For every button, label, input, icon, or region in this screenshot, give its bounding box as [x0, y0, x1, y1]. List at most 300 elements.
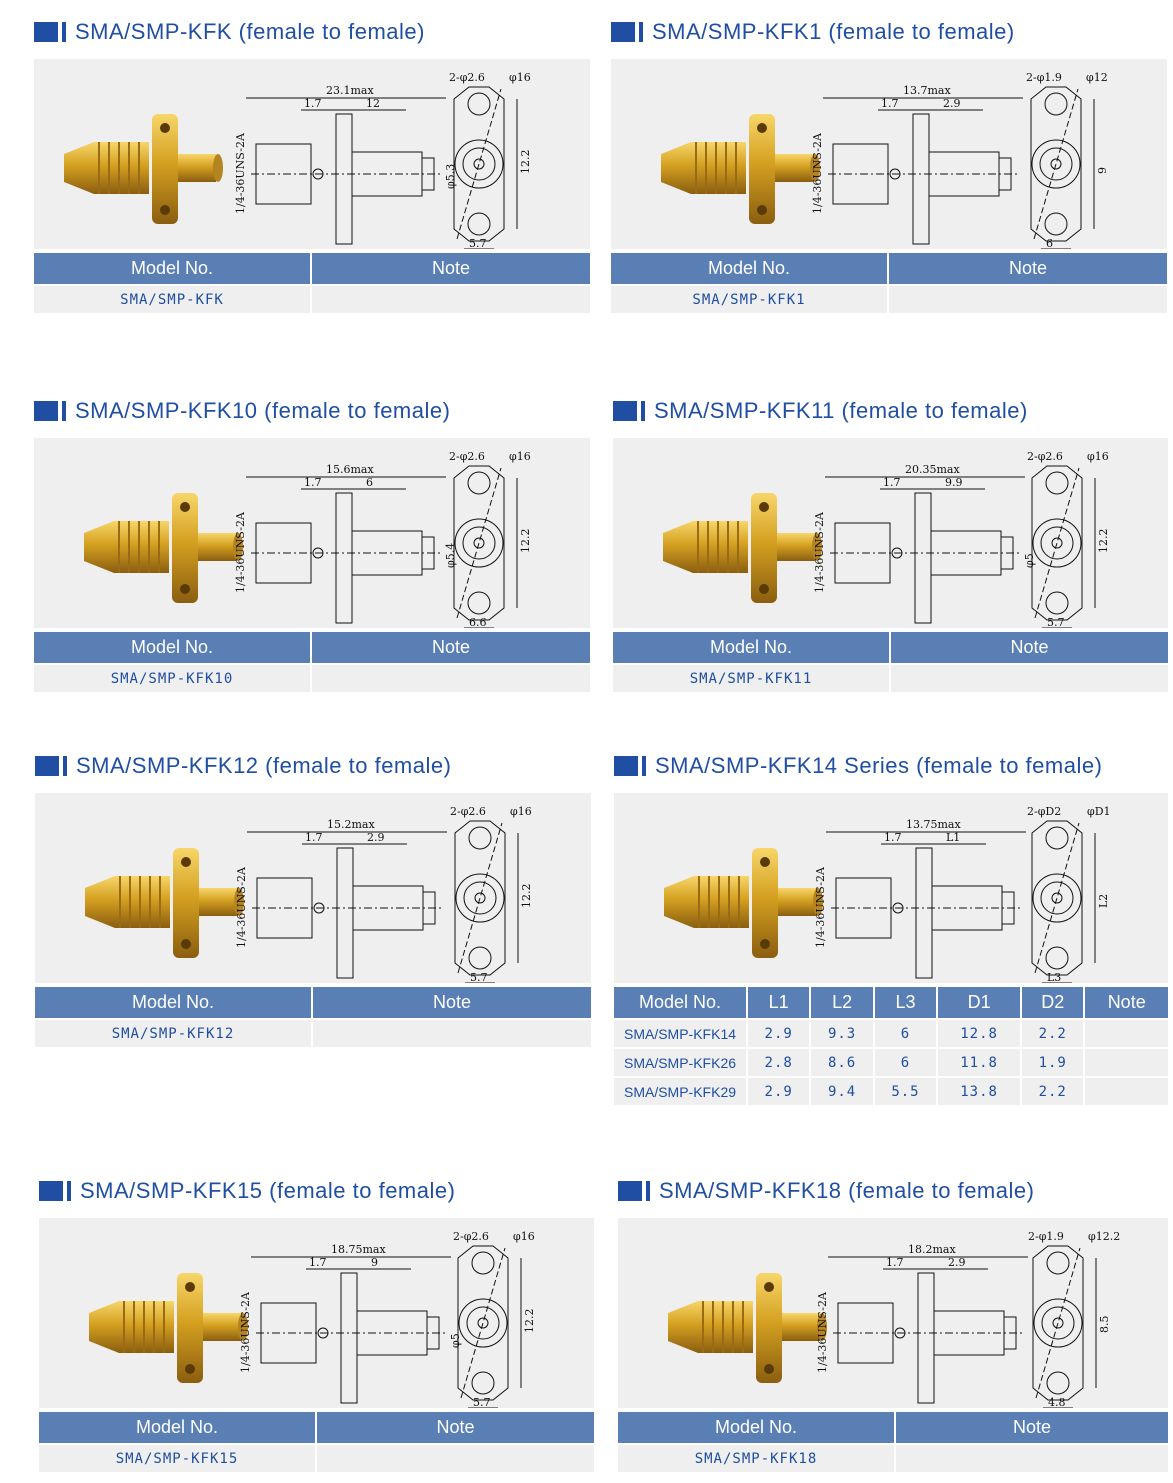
front-view: [1028, 1230, 1120, 1408]
mount-hole: [1047, 1252, 1069, 1274]
model-cell: SMA/SMP-KFK29: [614, 1076, 746, 1105]
dim-length: 18.75max: [331, 1243, 386, 1256]
connector-photo: [89, 1273, 248, 1383]
d1-cell: 11.8: [938, 1047, 1020, 1076]
smp-shaft: [782, 1313, 820, 1341]
dim-width: 6: [1046, 237, 1053, 249]
product-title: [614, 751, 1102, 781]
dim-holes: 2-φ1.9: [1026, 71, 1062, 84]
body-circle: [455, 140, 503, 188]
d2-cell: 1.9: [1022, 1047, 1083, 1076]
model-no-header: Model No.: [34, 253, 310, 284]
model-no-header: Model No.: [618, 1412, 894, 1443]
product-drawing-panel: [35, 793, 591, 983]
dim-flange: φD1: [1087, 805, 1111, 818]
body-circle-inner: [1042, 1307, 1074, 1339]
dim-shaft: φ5: [1023, 553, 1036, 568]
dim-b: 2.9: [948, 1256, 966, 1269]
dim-height: 12.2: [1097, 528, 1110, 553]
product-drawing-panel: [618, 1218, 1168, 1408]
spec-table: [32, 632, 592, 692]
spec-table: [32, 253, 592, 313]
product-title-text: SMA/SMP-KFK14 Series (female to female): [655, 753, 1103, 778]
connector-photo: [668, 1273, 827, 1383]
dim-b: 6: [366, 476, 373, 489]
product-title-text: SMA/SMP-KFK15 (female to female): [80, 1178, 456, 1203]
flange-hole: [160, 123, 170, 133]
body-circle-inner: [463, 148, 495, 180]
connector-drawing: [35, 793, 591, 983]
title-bar-icon: [62, 401, 66, 421]
diagonal-line: [457, 89, 501, 239]
dim-b: L1: [946, 831, 961, 844]
dim-a: 1.7: [881, 97, 899, 110]
side-view: [814, 818, 1026, 978]
front-view: [1027, 450, 1110, 628]
product-title-text: SMA/SMP-KFK10 (female to female): [75, 398, 451, 423]
smp-shaft: [775, 154, 813, 182]
model-no-header: Model No.: [34, 632, 310, 663]
body-circle-inner: [1040, 148, 1072, 180]
flange-outline: [336, 114, 352, 244]
flange-hole: [185, 1364, 195, 1374]
dim-holes: 2-φ2.6: [449, 71, 485, 84]
flange-outline: [916, 848, 932, 978]
body-circle: [1032, 140, 1080, 188]
note-cell: [889, 284, 1167, 313]
product-drawing-panel: [611, 59, 1167, 249]
model-cell: SMA/SMP-KFK: [34, 284, 310, 313]
flange-hole: [760, 939, 770, 949]
product-title-text: SMA/SMP-KFK11 (female to female): [654, 398, 1028, 423]
d1-cell: 13.8: [938, 1076, 1020, 1105]
dim-a: 1.7: [304, 97, 322, 110]
flange-outline: [913, 114, 929, 244]
flange-outline: [337, 848, 353, 978]
dim-thread: 1/4-36UNS-2A: [235, 867, 248, 948]
l1-cell: 2.8: [748, 1047, 809, 1076]
model-cell: SMA/SMP-KFK15: [39, 1443, 315, 1472]
spec-table: [611, 632, 1170, 692]
model-no-header: Model No.: [611, 253, 887, 284]
table-row: [34, 284, 590, 313]
spec-table: [37, 1412, 596, 1472]
flange-outline: [918, 1273, 934, 1403]
side-view: [234, 463, 457, 623]
dim-thread: 1/4-36UNS-2A: [239, 1292, 252, 1373]
body-circle: [459, 1299, 507, 1347]
product-drawing-panel: [34, 438, 590, 628]
side-view: [813, 463, 1036, 623]
note-header: Note: [317, 1412, 594, 1443]
dim-width: L3: [1047, 971, 1062, 983]
table-row: [39, 1443, 594, 1472]
side-view: [811, 84, 1023, 244]
table-row: [618, 1443, 1168, 1472]
dim-holes: 2-φ2.6: [453, 1230, 489, 1243]
flange-hole: [764, 1282, 774, 1292]
product-drawing-panel: [614, 793, 1168, 983]
diagonal-line: [461, 1248, 505, 1398]
model-cell: SMA/SMP-KFK26: [614, 1047, 746, 1076]
flange-hole: [760, 857, 770, 867]
pin-circle: [1052, 893, 1062, 903]
smp-shaft: [198, 533, 236, 561]
model-cell: SMA/SMP-KFK12: [35, 1018, 311, 1047]
dim-width: 5.7: [1047, 616, 1065, 628]
dim-a: 1.7: [886, 1256, 904, 1269]
connector-body: [89, 1301, 174, 1353]
product-title: [618, 1176, 1034, 1206]
dim-a: 1.7: [883, 476, 901, 489]
product-drawing-panel: [34, 59, 590, 249]
dim-flange: φ16: [509, 450, 531, 463]
dim-height: L2: [1097, 893, 1110, 908]
col-model-no: Model No.: [614, 987, 746, 1018]
dim-b: 9: [371, 1256, 378, 1269]
l1-cell: 2.9: [748, 1076, 809, 1105]
dim-thread: 1/4-36UNS-2A: [811, 133, 824, 214]
front-view: [1026, 71, 1109, 249]
dim-length: 13.7max: [903, 84, 951, 97]
note-cell: [1085, 1018, 1168, 1047]
pin-circle: [474, 159, 484, 169]
mount-hole: [1047, 1372, 1069, 1394]
note-cell: [891, 663, 1168, 692]
spec-table: [33, 987, 593, 1047]
table-row: [614, 1047, 1168, 1076]
connector-photo: [664, 848, 823, 958]
table-row: [35, 1018, 591, 1047]
connector-body: [85, 876, 170, 928]
body-circle: [1033, 519, 1081, 567]
dim-width: 5.7: [473, 1396, 491, 1408]
l2-cell: 8.6: [811, 1047, 872, 1076]
body-circle-inner: [467, 1307, 499, 1339]
title-square-icon: [618, 1181, 642, 1201]
flange-outline: [915, 493, 931, 623]
flange-outline: [336, 493, 352, 623]
dim-height: 12.2: [520, 883, 533, 908]
dim-a: 1.7: [309, 1256, 327, 1269]
dim-b: 2.9: [943, 97, 961, 110]
flange-outline: [341, 1273, 357, 1403]
body-circle-inner: [1041, 882, 1073, 914]
dim-b: 9.9: [945, 476, 963, 489]
title-square-icon: [613, 401, 637, 421]
connector-photo: [663, 493, 822, 603]
front-view: [453, 1230, 536, 1408]
dim-a: 1.7: [884, 831, 902, 844]
connector-photo: [661, 114, 820, 224]
product-title: [34, 17, 425, 47]
product-drawing-panel: [613, 438, 1168, 628]
connector-body: [664, 876, 749, 928]
dim-length: 15.2max: [327, 818, 375, 831]
mount-hole: [469, 827, 491, 849]
flange-hole: [160, 205, 170, 215]
product-title: [34, 396, 450, 426]
mount-hole: [468, 213, 490, 235]
dim-length: 13.75max: [906, 818, 961, 831]
mount-hole: [469, 947, 491, 969]
dim-thread: 1/4-36UNS-2A: [234, 512, 247, 593]
diagonal-line: [1034, 89, 1078, 239]
connector-drawing: [618, 1218, 1168, 1408]
body-circle: [1033, 874, 1081, 922]
connector-body: [663, 521, 748, 573]
title-square-icon: [39, 1181, 63, 1201]
model-no-header: Model No.: [39, 1412, 315, 1443]
mount-hole: [1045, 213, 1067, 235]
connector-drawing: [614, 793, 1168, 983]
dim-flange: φ16: [1087, 450, 1109, 463]
mount-hole: [1046, 472, 1068, 494]
front-view: [449, 71, 532, 249]
note-cell: [1085, 1047, 1168, 1076]
col-note: Note: [1085, 987, 1168, 1018]
mount-hole: [468, 592, 490, 614]
title-square-icon: [34, 401, 58, 421]
mount-hole: [472, 1372, 494, 1394]
flange-front: [455, 821, 505, 975]
side-view: [239, 1243, 462, 1403]
smp-shaft: [778, 888, 816, 916]
spec-table: [616, 1412, 1170, 1472]
front-view: [449, 450, 532, 628]
table-row: [614, 1076, 1168, 1105]
flange-front: [458, 1246, 508, 1400]
note-header: Note: [891, 632, 1168, 663]
product-title: [613, 396, 1028, 426]
body-circle: [1034, 1299, 1082, 1347]
note-cell: [1085, 1076, 1168, 1105]
model-cell: SMA/SMP-KFK11: [613, 663, 889, 692]
dim-thread: 1/4-36UNS-2A: [816, 1292, 829, 1373]
smp-shaft: [199, 888, 237, 916]
note-header: Note: [889, 253, 1167, 284]
table-row: [613, 663, 1168, 692]
note-header: Note: [896, 1412, 1168, 1443]
body-circle-inner: [463, 527, 495, 559]
title-square-icon: [35, 756, 59, 776]
note-header: Note: [313, 987, 591, 1018]
pin-circle: [1053, 1318, 1063, 1328]
dim-a: 1.7: [304, 476, 322, 489]
dim-length: 15.6max: [326, 463, 374, 476]
table-row: [611, 284, 1167, 313]
smp-shaft: [178, 154, 216, 182]
title-bar-icon: [639, 22, 643, 42]
dim-length: 18.2max: [908, 1243, 956, 1256]
product-title-text: SMA/SMP-KFK1 (female to female): [652, 19, 1015, 44]
d2-cell: 2.2: [1022, 1076, 1083, 1105]
side-view: [235, 818, 447, 978]
l3-cell: 5.5: [875, 1076, 936, 1105]
product-title: [35, 751, 451, 781]
dim-height: 12.2: [519, 149, 532, 174]
title-bar-icon: [642, 756, 646, 776]
l2-cell: 9.3: [811, 1018, 872, 1047]
title-bar-icon: [646, 1181, 650, 1201]
mount-hole: [1046, 827, 1068, 849]
dim-holes: 2-φ1.9: [1028, 1230, 1064, 1243]
flange-front: [1032, 466, 1082, 620]
dim-length: 20.35max: [905, 463, 960, 476]
mount-hole: [468, 472, 490, 494]
l3-cell: 6: [875, 1018, 936, 1047]
front-view: [450, 805, 533, 983]
d2-cell: 2.2: [1022, 1018, 1083, 1047]
dim-holes: 2-φ2.6: [449, 450, 485, 463]
diagonal-line: [1035, 823, 1079, 973]
model-cell: SMA/SMP-KFK10: [34, 663, 310, 692]
dim-width: 6.6: [469, 616, 487, 628]
flange-hole: [180, 502, 190, 512]
dim-shaft: φ5.4: [444, 542, 457, 568]
connector-drawing: [34, 438, 590, 628]
series-spec-table: [612, 987, 1170, 1105]
smp-shaft: [203, 1313, 241, 1341]
l2-cell: 9.4: [811, 1076, 872, 1105]
dim-width: 5.7: [469, 237, 487, 249]
diagonal-line: [458, 823, 502, 973]
connector-drawing: [611, 59, 1167, 249]
col-l1: L1: [748, 987, 809, 1018]
body-circle-inner: [1041, 527, 1073, 559]
title-square-icon: [611, 22, 635, 42]
note-cell: [312, 663, 590, 692]
flange-front: [1031, 87, 1081, 241]
pin-circle: [1051, 159, 1061, 169]
col-d2: D2: [1022, 987, 1083, 1018]
product-title-text: SMA/SMP-KFK (female to female): [75, 19, 425, 44]
model-cell: SMA/SMP-KFK1: [611, 284, 887, 313]
front-view: [1027, 805, 1111, 983]
note-header: Note: [312, 632, 590, 663]
model-cell: SMA/SMP-KFK18: [618, 1443, 894, 1472]
flange-front: [454, 87, 504, 241]
mount-hole: [468, 93, 490, 115]
dim-b: 2.9: [367, 831, 385, 844]
body-circle: [455, 519, 503, 567]
body-circle: [456, 874, 504, 922]
title-bar-icon: [641, 401, 645, 421]
connector-photo: [84, 493, 243, 603]
flange-hole: [757, 123, 767, 133]
dim-height: 12.2: [523, 1308, 536, 1333]
l3-cell: 6: [875, 1047, 936, 1076]
title-bar-icon: [67, 1181, 71, 1201]
connector-drawing: [39, 1218, 594, 1408]
diagonal-line: [1035, 468, 1079, 618]
product-drawing-panel: [39, 1218, 594, 1408]
dim-flange: φ16: [509, 71, 531, 84]
product-title: [611, 17, 1015, 47]
col-l2: L2: [811, 987, 872, 1018]
l1-cell: 2.9: [748, 1018, 809, 1047]
flange-hole: [759, 502, 769, 512]
dim-thread: 1/4-36UNS-2A: [813, 512, 826, 593]
note-header: Note: [312, 253, 590, 284]
flange-front: [1032, 821, 1082, 975]
side-view: [816, 1243, 1028, 1403]
dim-thread: 1/4-36UNS-2A: [814, 867, 827, 948]
table-row: [34, 663, 590, 692]
col-d1: D1: [938, 987, 1020, 1018]
connector-photo: [64, 114, 223, 224]
dim-flange: φ12.2: [1088, 1230, 1121, 1243]
pin-circle: [1052, 538, 1062, 548]
dim-shaft: φ5.3: [444, 163, 457, 189]
note-cell: [896, 1443, 1168, 1472]
connector-drawing: [613, 438, 1168, 628]
flange-hole: [764, 1364, 774, 1374]
flange-hole: [757, 205, 767, 215]
model-no-header: Model No.: [35, 987, 311, 1018]
dim-length: 23.1max: [326, 84, 374, 97]
connector-body: [64, 142, 149, 194]
diagonal-line: [1036, 1248, 1080, 1398]
mount-hole: [1046, 592, 1068, 614]
flange-hole: [759, 584, 769, 594]
dim-holes: 2-φ2.6: [1027, 450, 1063, 463]
connector-body: [84, 521, 169, 573]
flange-hole: [181, 939, 191, 949]
mount-hole: [1045, 93, 1067, 115]
table-row: [614, 1018, 1168, 1047]
dim-a: 1.7: [305, 831, 323, 844]
dim-holes: 2-φ2.6: [450, 805, 486, 818]
title-bar-icon: [62, 22, 66, 42]
connector-body: [661, 142, 746, 194]
product-title-text: SMA/SMP-KFK18 (female to female): [659, 1178, 1035, 1203]
diagonal-line: [457, 468, 501, 618]
dim-height: 9: [1096, 167, 1109, 174]
flange-hole: [180, 584, 190, 594]
col-l3: L3: [875, 987, 936, 1018]
dim-flange: φ16: [513, 1230, 535, 1243]
mount-hole: [1046, 947, 1068, 969]
connector-body: [668, 1301, 753, 1353]
dim-height: 8.5: [1098, 1315, 1111, 1333]
side-view: [234, 84, 457, 244]
smp-tip: [213, 154, 223, 182]
note-cell: [317, 1443, 594, 1472]
pin-circle: [474, 538, 484, 548]
note-cell: [313, 1018, 591, 1047]
dim-flange: φ16: [510, 805, 532, 818]
note-cell: [312, 284, 590, 313]
dim-shaft: φ5: [449, 1333, 462, 1348]
body-circle-inner: [464, 882, 496, 914]
smp-shaft: [777, 533, 815, 561]
d1-cell: 12.8: [938, 1018, 1020, 1047]
model-cell: SMA/SMP-KFK14: [614, 1018, 746, 1047]
flange-hole: [181, 857, 191, 867]
dim-thread: 1/4-36UNS-2A: [234, 133, 247, 214]
dim-height: 12.2: [519, 528, 532, 553]
product-title-text: SMA/SMP-KFK12 (female to female): [76, 753, 452, 778]
pin-circle: [475, 893, 485, 903]
title-square-icon: [614, 756, 638, 776]
pin-circle: [478, 1318, 488, 1328]
flange-front: [454, 466, 504, 620]
dim-holes: 2-φD2: [1027, 805, 1062, 818]
dim-b: 12: [366, 97, 380, 110]
model-no-header: Model No.: [613, 632, 889, 663]
flange-hole: [185, 1282, 195, 1292]
